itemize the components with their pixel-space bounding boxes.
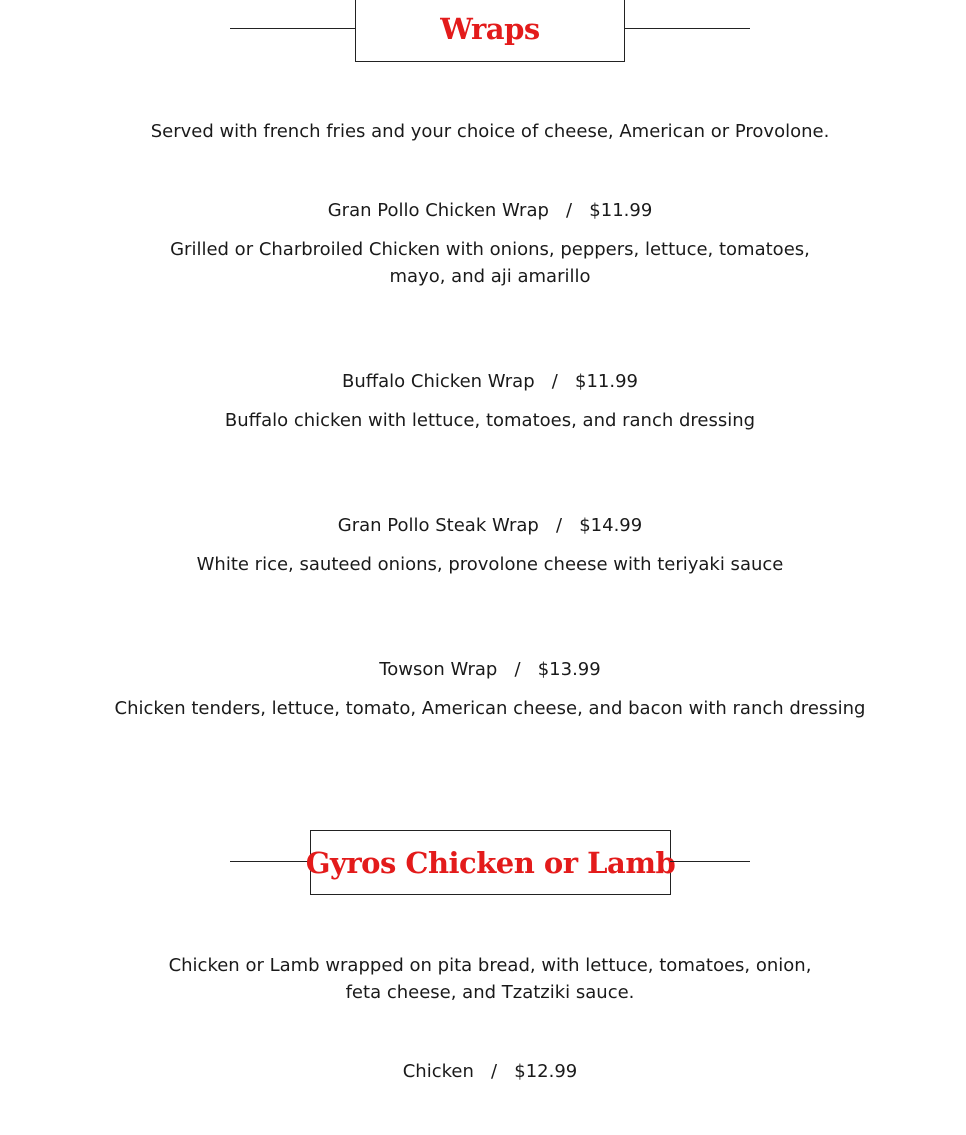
gyros-section-title: Gyros Chicken or Lamb: [305, 845, 676, 880]
gyros-section-header: [230, 830, 750, 894]
header-rule-left: [230, 28, 355, 29]
wraps-section-header: [230, 0, 750, 61]
menu-item-name-price: Gran Pollo Steak Wrap / $14.99: [337, 515, 643, 536]
gyros-intro: Chicken or Lamb wrapped on pita bread, with lettuce, tomatoes, onion, feta cheese, and Tzatziki sauce.: [168, 955, 812, 1003]
section-title-box: [355, 0, 625, 62]
menu-item-description: White rice, sauteed onions, provolone cheese with teriyaki sauce: [196, 554, 784, 575]
menu-item-description: Grilled or Charbroiled Chicken with onions, peppers, lettuce, tomatoes, mayo, and aji amarillo: [170, 239, 810, 287]
header-rule-right: [670, 861, 750, 862]
menu-item-description: Buffalo chicken with lettuce, tomatoes, and ranch dressing: [224, 410, 756, 431]
header-rule-right: [625, 28, 750, 29]
wraps-section-title: Wraps: [440, 12, 540, 46]
menu-item-name-price: Gran Pollo Chicken Wrap / $11.99: [327, 200, 653, 221]
header-rule-left: [230, 861, 310, 862]
wraps-intro: Served with french fries and your choice of cheese, American or Provolone.: [150, 121, 830, 142]
section-title-box: [305, 830, 676, 895]
menu-item-name-price: Chicken / $12.99: [402, 1061, 578, 1082]
menu-item-name-price: Towson Wrap / $13.99: [379, 659, 601, 680]
menu-item-description: Chicken tenders, lettuce, tomato, American cheese, and bacon with ranch dressing: [114, 698, 866, 719]
menu-item-name-price: Buffalo Chicken Wrap / $11.99: [341, 371, 638, 392]
